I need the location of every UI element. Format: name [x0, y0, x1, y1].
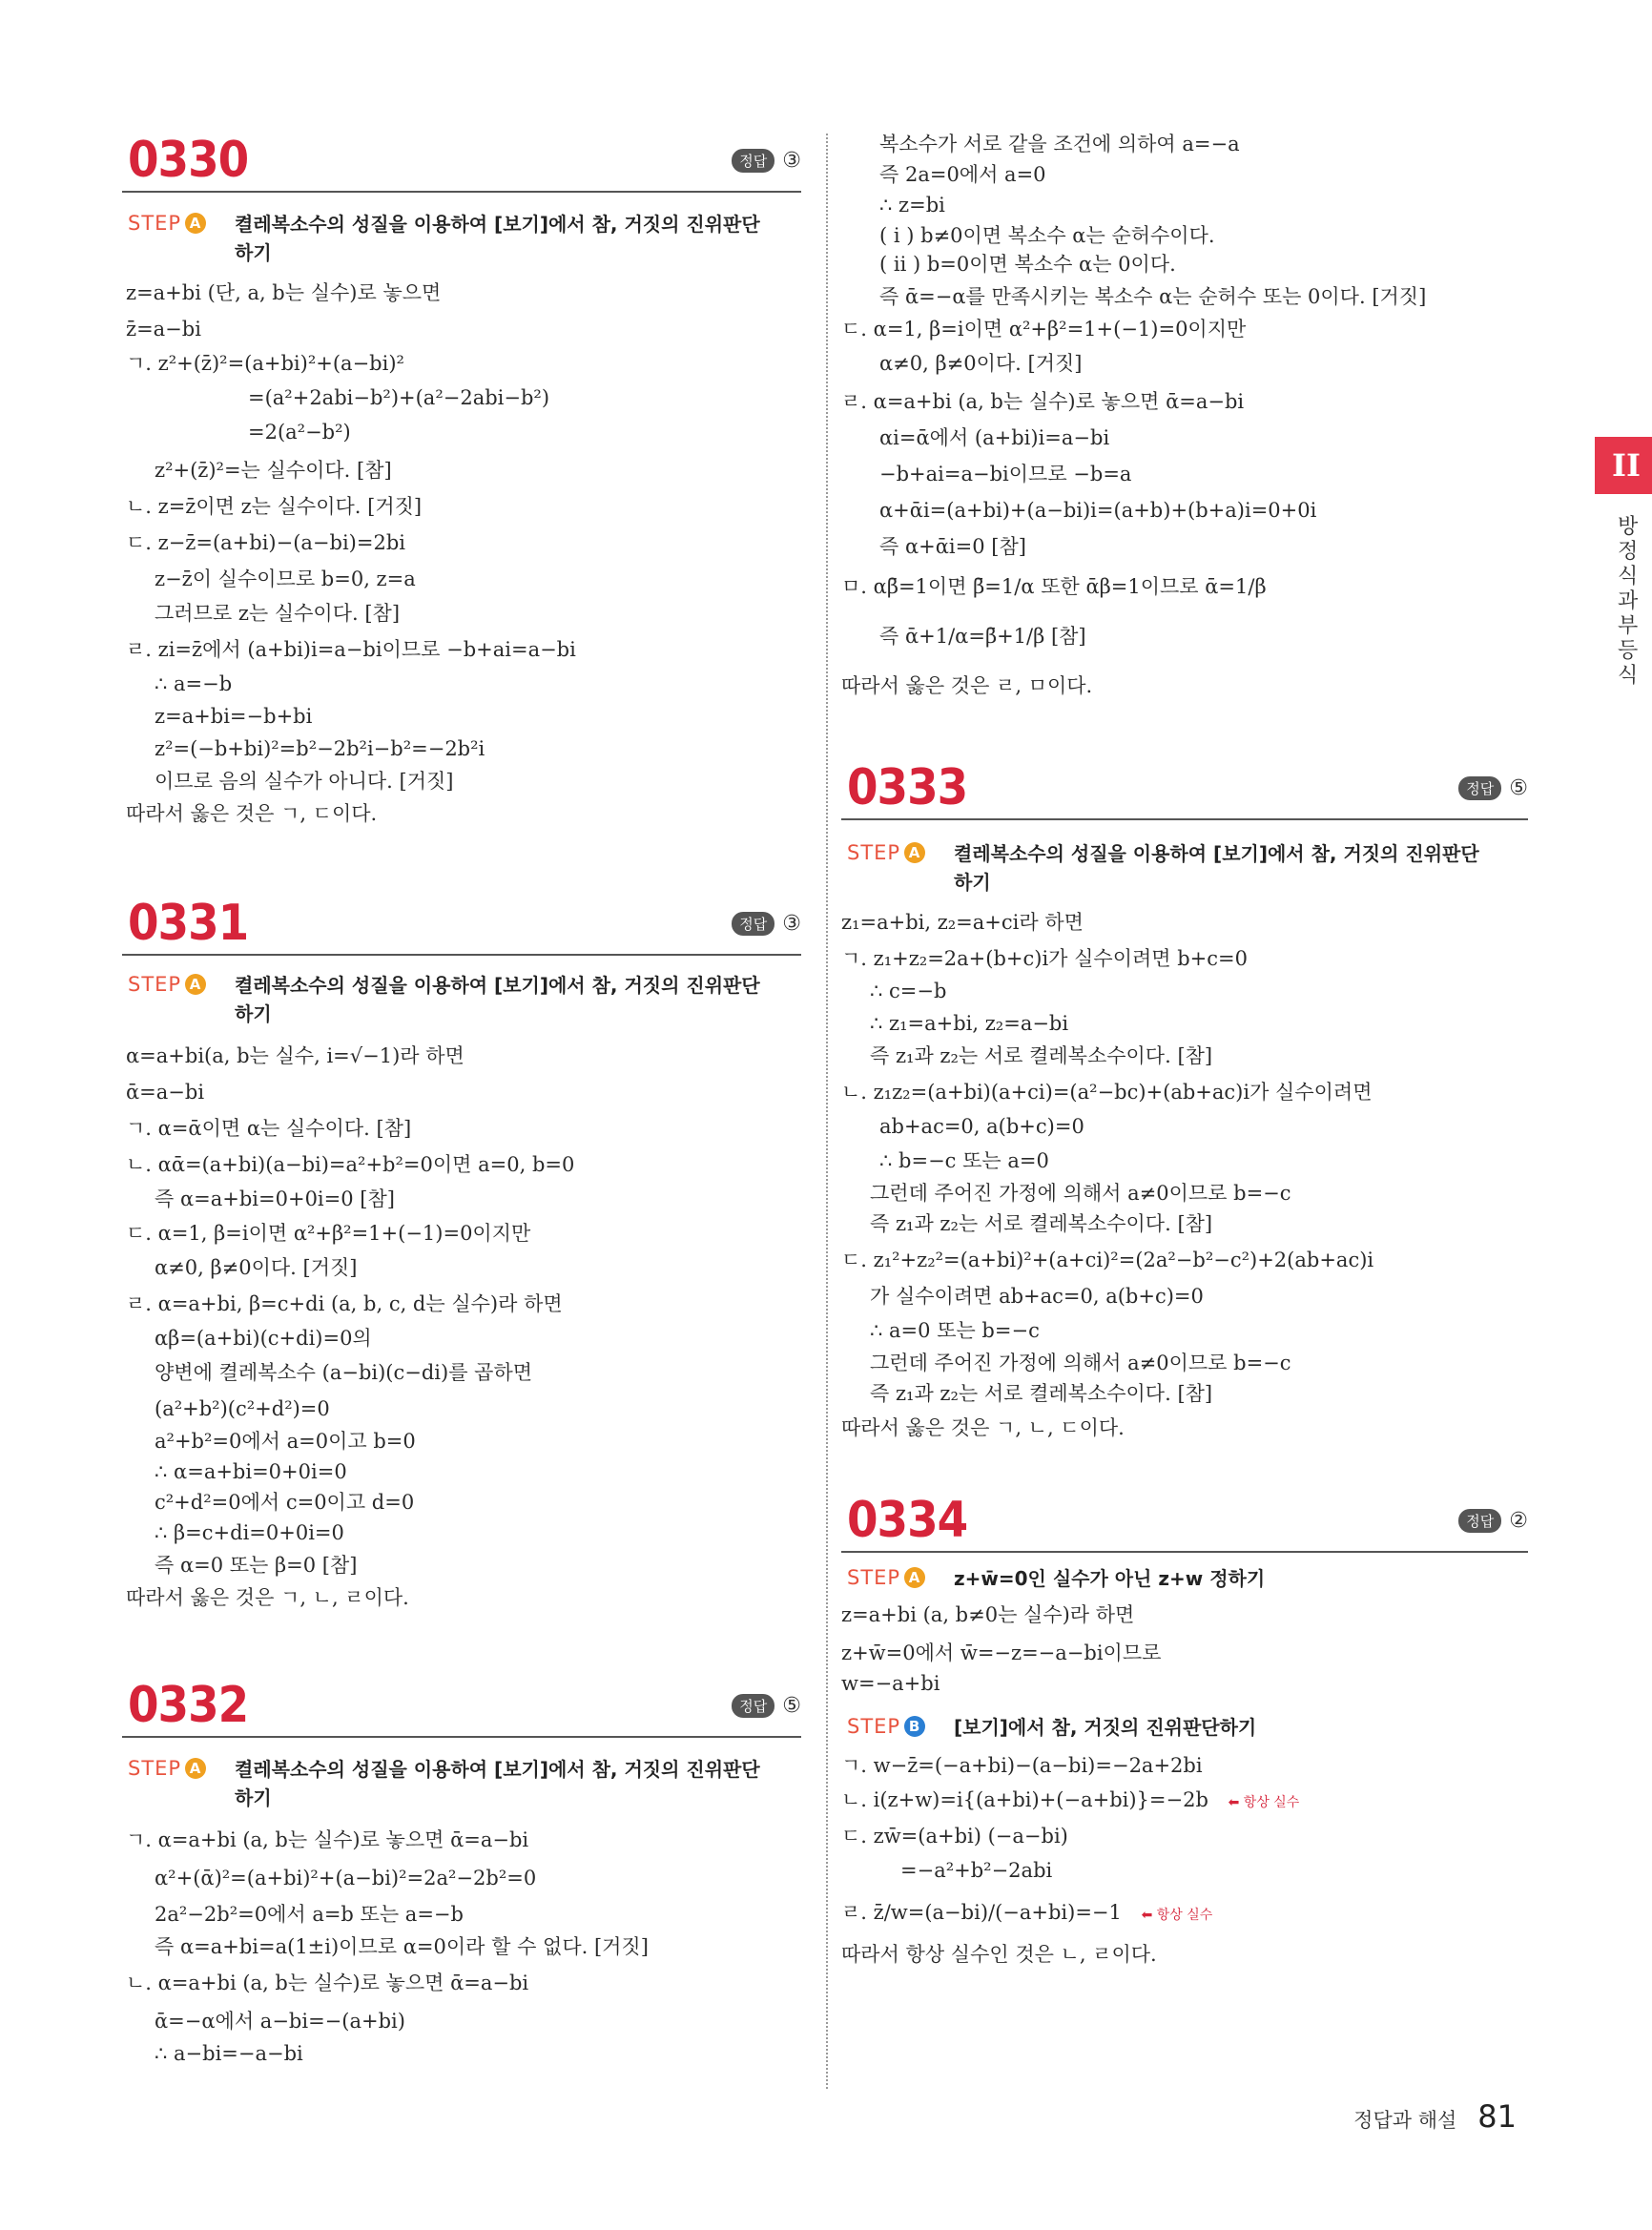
- solution-line: 즉 z₁과 z₂는 서로 켤레복소수이다. [참]: [870, 1382, 1213, 1405]
- chapter-roman-numeral: II: [1612, 447, 1641, 484]
- answer-tag: 정답: [732, 1694, 774, 1718]
- solution-line: 즉 z₁과 z₂는 서로 켤레복소수이다. [참]: [870, 1212, 1213, 1235]
- step-b: [847, 1713, 1256, 1742]
- solution-line: ∴ β=c+di=0+0i=0: [155, 1521, 344, 1544]
- solution-line: ㄷ. z₁²+z₂²=(a+bi)²+(a+ci)²=(2a²−b²−c²)+2(ab+ac)i: [841, 1249, 1374, 1271]
- header-rule: [841, 818, 1528, 820]
- solution-line: z=a+bi=−b+bi: [155, 705, 313, 728]
- answer-tag: 정답: [1458, 776, 1501, 800]
- step-badge: A: [904, 1567, 925, 1588]
- solution-line: ㄱ. α=ᾱ이면 α는 실수이다. [참]: [126, 1117, 412, 1140]
- solution-line: 따라서 옳은 것은 ㄱ, ㄴ, ㄹ이다.: [126, 1586, 409, 1609]
- solution-line: ∴ a=0 또는 b=−c: [870, 1319, 1040, 1342]
- header-rule: [841, 1551, 1528, 1553]
- solution-line: 그런데 주어진 가정에 의해서 a≠0이므로 b=−c: [870, 1182, 1291, 1205]
- solution-line: z₁=a+bi, z₂=a+ci라 하면: [841, 911, 1084, 934]
- solution-line: 복소수가 서로 같을 조건에 의하여 a=−a: [879, 133, 1240, 155]
- step-a: [128, 971, 760, 1028]
- solution-line: ㅁ. αβ̄=1이면 β̄=1/α 또한 ᾱβ=1이므로 ᾱ=1/β: [841, 575, 1267, 598]
- step-label: STEP B: [847, 1713, 954, 1738]
- page-footer: [1353, 2098, 1517, 2135]
- solution-line: 따라서 옳은 것은 ㄱ, ㄴ, ㄷ이다.: [841, 1416, 1125, 1439]
- step-a: [128, 210, 760, 267]
- solution-line: z=a+bi (a, b≠0는 실수)라 하면: [841, 1603, 1135, 1626]
- problem-number: 0332: [128, 1677, 249, 1734]
- solution-line: α≠0, β≠0이다. [거짓]: [879, 352, 1083, 375]
- solution-line: 즉 2a=0에서 a=0: [879, 163, 1046, 186]
- solution-line: w=−a+bi: [841, 1672, 940, 1695]
- problem-number: 0331: [128, 895, 249, 952]
- solution-line: ㄴ. z=z̄이면 z는 실수이다. [거짓]: [126, 495, 423, 518]
- solution-line: ㄴ. αᾱ=(a+bi)(a−bi)=a²+b²=0이면 a=0, b=0: [126, 1153, 575, 1176]
- solution-line: ㄷ. α=1, β=i이면 α²+β²=1+(−1)=0이지만: [841, 318, 1247, 341]
- header-rule: [122, 191, 801, 193]
- solution-line: α≠0, β≠0이다. [거짓]: [155, 1256, 358, 1279]
- solution-line: 양변에 켤레복소수 (a−bi)(c−di)를 곱하면: [155, 1361, 533, 1384]
- solution-line: ㄹ. zi=z̄에서 (a+bi)i=a−bi이므로 −b+ai=a−bi: [126, 638, 576, 661]
- header-rule: [122, 1736, 801, 1738]
- answer-box: [732, 1694, 801, 1718]
- answer-value: ②: [1509, 1509, 1528, 1533]
- solution-line: 즉 ᾱ+1/α=β̄+1/β [참]: [879, 625, 1086, 648]
- solution-line: ㄴ. i(z+w)=i{(a+bi)+(−a+bi)}=−2b ⬅ 항상 실수: [841, 1788, 1300, 1811]
- solution-line: z−z̄이 실수이므로 b=0, z=a: [155, 568, 416, 590]
- answer-tag: 정답: [732, 912, 774, 936]
- answer-value: ③: [782, 912, 801, 936]
- solution-line: z̄=a−bi: [126, 318, 201, 341]
- solution-line: ㄹ. α=a+bi (a, b는 실수)로 놓으면 ᾱ=a−bi: [841, 390, 1245, 413]
- solution-line: z=a+bi (단, a, b는 실수)로 놓으면: [126, 281, 442, 304]
- solution-line: ∴ α=a+bi=0+0i=0: [155, 1460, 347, 1483]
- step-badge: B: [904, 1716, 925, 1737]
- solution-line: 즉 α=a+bi=0+0i=0 [참]: [155, 1187, 395, 1210]
- solution-line: (a²+b²)(c²+d²)=0: [155, 1397, 330, 1420]
- solution-line: ∴ z₁=a+bi, z₂=a−bi: [870, 1012, 1069, 1035]
- step-title: 켤레복소수의 성질을 이용하여 [보기]에서 참, 거짓의 진위판단 하기: [235, 974, 760, 1025]
- solution-line: ㄹ. α=a+bi, β=c+di (a, b, c, d는 실수)라 하면: [126, 1292, 563, 1315]
- solution-line: ( ii ) b=0이면 복소수 α는 0이다.: [879, 253, 1176, 276]
- answer-value: ⑤: [782, 1694, 801, 1718]
- answer-box: [1458, 1509, 1528, 1533]
- answer-tag: 정답: [1458, 1509, 1501, 1533]
- answer-box: [732, 149, 801, 173]
- solution-line: 그러므로 z는 실수이다. [참]: [155, 602, 401, 625]
- always-real-note: ⬅ 항상 실수: [1228, 1795, 1300, 1810]
- step-title: 켤레복소수의 성질을 이용하여 [보기]에서 참, 거짓의 진위판단 하기: [954, 842, 1479, 894]
- solution-line: 그런데 주어진 가정에 의해서 a≠0이므로 b=−c: [870, 1352, 1291, 1374]
- solution-line: ㄷ. zw̄=(a+bi) (−a−bi): [841, 1825, 1068, 1848]
- solution-line: ∴ c=−b: [870, 980, 947, 1002]
- solution-line: ∴ z=bi: [879, 194, 945, 217]
- chapter-title: 방정식과 부등식: [1618, 515, 1639, 688]
- column-divider: [826, 134, 828, 2089]
- solution-line: =2(a²−b²): [248, 421, 351, 444]
- answer-tag: 정답: [732, 149, 774, 173]
- page-number: 81: [1477, 2098, 1517, 2135]
- step-badge: A: [904, 842, 925, 863]
- step-badge: A: [185, 213, 206, 234]
- solution-line: 즉 z₁과 z₂는 서로 켤레복소수이다. [참]: [870, 1044, 1213, 1067]
- step-a: [847, 1564, 1265, 1593]
- step-title: 켤레복소수의 성질을 이용하여 [보기]에서 참, 거짓의 진위판단 하기: [235, 1758, 760, 1809]
- problem-number: 0334: [847, 1492, 968, 1549]
- solution-line: α²+(ᾱ)²=(a+bi)²+(a−bi)²=2a²−2b²=0: [155, 1867, 537, 1889]
- solution-line: ᾱ=a−bi: [126, 1081, 205, 1104]
- solution-line: ㄷ. z−z̄=(a+bi)−(a−bi)=2bi: [126, 531, 405, 554]
- solution-line: ㄴ. α=a+bi (a, b는 실수)로 놓으면 ᾱ=a−bi: [126, 1972, 529, 1994]
- solution-line: a²+b²=0에서 a=0이고 b=0: [155, 1430, 416, 1453]
- problem-number: 0333: [847, 759, 968, 816]
- answer-value: ③: [782, 149, 801, 173]
- solution-line: αβ=(a+bi)(c+di)=0의: [155, 1327, 372, 1350]
- step-label: STEP A: [847, 1564, 954, 1589]
- answer-value: ⑤: [1509, 776, 1528, 800]
- step-label: STEP A: [128, 1755, 235, 1780]
- solution-line: c²+d²=0에서 c=0이고 d=0: [155, 1491, 415, 1514]
- solution-line: ㄷ. α=1, β=i이면 α²+β²=1+(−1)=0이지만: [126, 1222, 531, 1245]
- solution-line: −b+ai=a−bi이므로 −b=a: [879, 463, 1132, 485]
- always-real-note: ⬅ 항상 실수: [1141, 1908, 1213, 1923]
- solution-line: 즉 ᾱ=−α를 만족시키는 복소수 α는 순허수 또는 0이다. [거짓]: [879, 285, 1427, 308]
- solution-line: ∴ a=−b: [155, 672, 233, 695]
- right-column: [841, 0, 1528, 2194]
- step-title: [보기]에서 참, 거짓의 진위판단하기: [954, 1716, 1257, 1739]
- left-column: [122, 0, 801, 2194]
- solution-line: 2a²−2b²=0에서 a=b 또는 a=−b: [155, 1903, 464, 1926]
- step-label: STEP A: [847, 839, 954, 864]
- problem-number: 0330: [128, 132, 249, 189]
- solution-line: ab+ac=0, a(b+c)=0: [879, 1115, 1084, 1138]
- solution-line: α+ᾱi=(a+bi)+(a−bi)i=(a+b)+(b+a)i=0+0i: [879, 499, 1317, 522]
- solution-line: 즉 α=0 또는 β=0 [참]: [155, 1554, 358, 1577]
- step-a: [847, 839, 1479, 897]
- header-rule: [122, 954, 801, 956]
- step-a: [128, 1755, 760, 1812]
- solution-line: ㄱ. z²+(z̄)²=(a+bi)²+(a−bi)²: [126, 352, 404, 375]
- solution-line: ( i ) b≠0이면 복소수 α는 순허수이다.: [879, 224, 1215, 247]
- solution-line: 따라서 항상 실수인 것은 ㄴ, ㄹ이다.: [841, 1943, 1157, 1966]
- step-badge: A: [185, 974, 206, 995]
- solution-line: ᾱ=−α에서 a−bi=−(a+bi): [155, 2010, 405, 2033]
- answer-box: [1458, 776, 1528, 800]
- solution-line: 이므로 음의 실수가 아니다. [거짓]: [155, 770, 454, 793]
- solution-line: 즉 α+ᾱi=0 [참]: [879, 535, 1026, 558]
- solution-line: α=a+bi(a, b는 실수, i=√−1)라 하면: [126, 1044, 465, 1067]
- solution-line: ∴ b=−c 또는 a=0: [879, 1149, 1049, 1172]
- solution-line: =−a²+b²−2abi: [900, 1859, 1053, 1882]
- solution-line: 즉 α=a+bi=a(1±i)이므로 α=0이라 할 수 없다. [거짓]: [155, 1935, 649, 1958]
- solution-line: =(a²+2abi−b²)+(a²−2abi−b²): [248, 386, 550, 409]
- solution-line: αi=ᾱ에서 (a+bi)i=a−bi: [879, 426, 1110, 449]
- solution-line: z²+(z̄)²=는 실수이다. [참]: [155, 459, 392, 482]
- step-label: STEP A: [128, 210, 235, 235]
- solution-line: z²=(−b+bi)²=b²−2b²i−b²=−2b²i: [155, 737, 485, 760]
- step-title: z+w̄=0인 실수가 아닌 z+w 정하기: [954, 1567, 1266, 1590]
- solution-line: ㄱ. α=a+bi (a, b는 실수)로 놓으면 ᾱ=a−bi: [126, 1828, 529, 1851]
- solution-line: ㄱ. z₁+z₂=2a+(b+c)i가 실수이려면 b+c=0: [841, 947, 1248, 970]
- solution-line: ㄱ. w−z̄=(−a+bi)−(a−bi)=−2a+2bi: [841, 1754, 1203, 1777]
- solution-line: ㄴ. z₁z₂=(a+bi)(a+ci)=(a²−bc)+(ab+ac)i가 실수이려면: [841, 1081, 1373, 1104]
- solution-line: ㄹ. z̄/w=(a−bi)/(−a+bi)=−1 ⬅ 항상 실수: [841, 1901, 1213, 1924]
- solution-line: z+w̄=0에서 w̄=−z=−a−bi이므로: [841, 1642, 1162, 1664]
- solution-line: ∴ a−bi=−a−bi: [155, 2042, 303, 2065]
- footer-label: 정답과 해설: [1353, 2109, 1457, 2132]
- solution-line: 가 실수이려면 ab+ac=0, a(b+c)=0: [870, 1285, 1204, 1308]
- step-label: STEP A: [128, 971, 235, 996]
- solution-line: 따라서 옳은 것은 ㄱ, ㄷ이다.: [126, 802, 378, 825]
- solution-line: 따라서 옳은 것은 ㄹ, ㅁ이다.: [841, 674, 1093, 697]
- step-badge: A: [185, 1758, 206, 1779]
- step-title: 켤레복소수의 성질을 이용하여 [보기]에서 참, 거짓의 진위판단 하기: [235, 213, 760, 264]
- answer-box: [732, 912, 801, 936]
